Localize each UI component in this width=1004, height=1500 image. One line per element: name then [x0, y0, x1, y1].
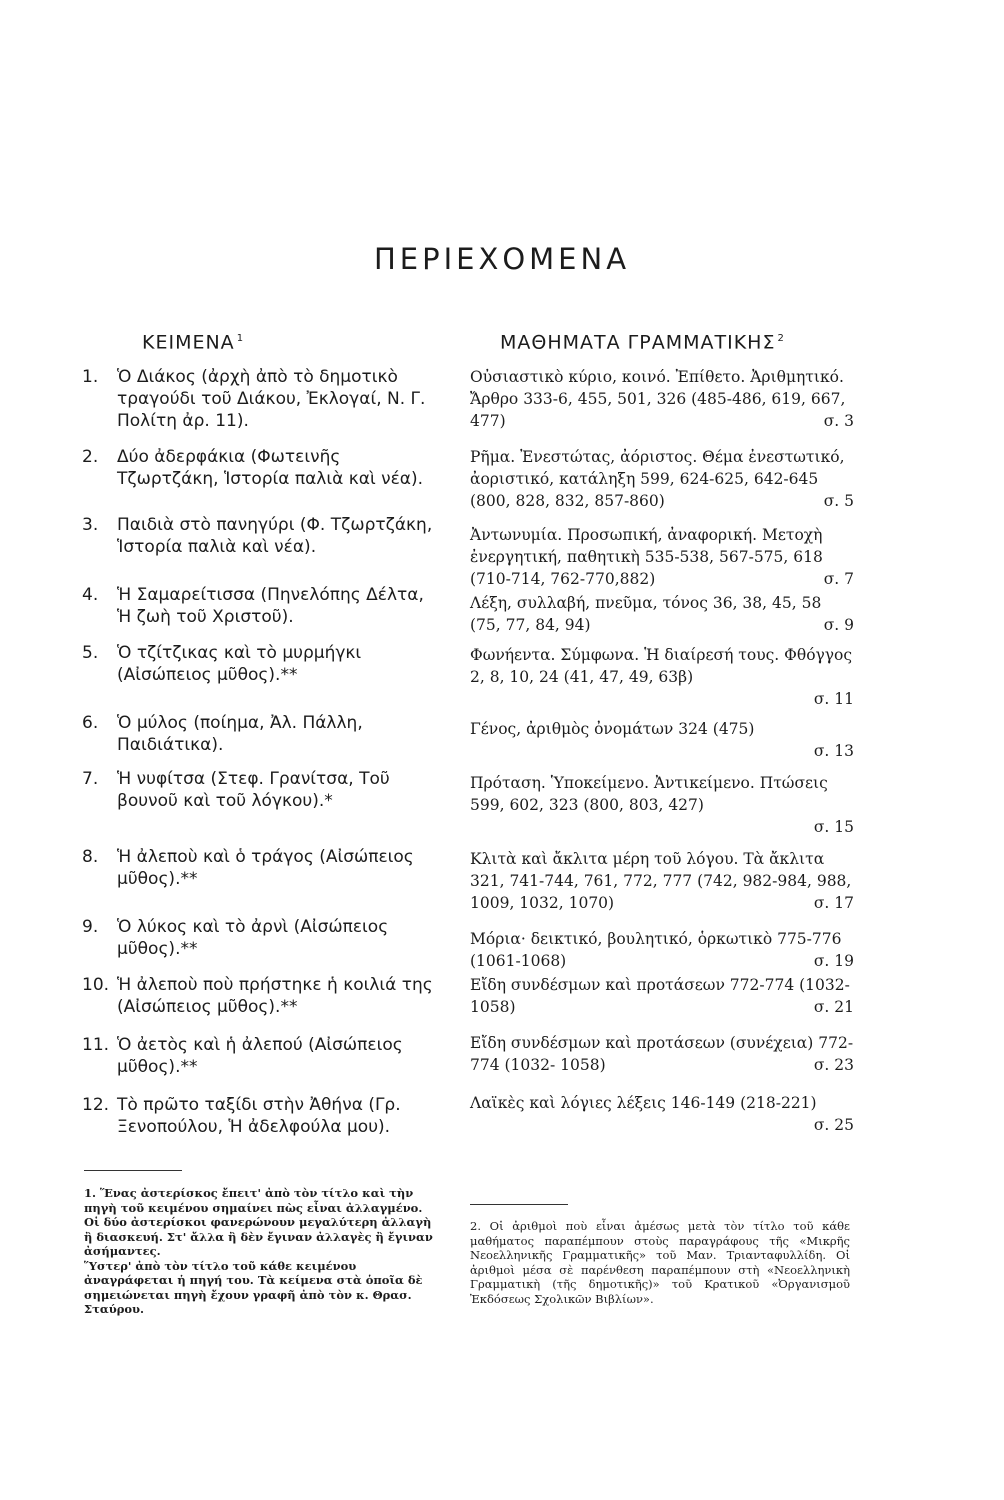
lesson-title: Εἴδη συνδέσμων καὶ προτάσεων (συνέχεια) 772-774 (1032- 1058)	[470, 1034, 854, 1074]
entry-number: 5.	[82, 643, 99, 663]
lesson-entry-9	[470, 928, 854, 972]
lesson-title: Κλιτὰ καὶ ἄκλιτα μέρη τοῦ λόγου. Τὰ ἄκλιτα 321, 741-744, 761, 772, 777 (742, 982-984, 988, 1009, 1032, 1070)	[470, 850, 852, 912]
footnote-2-paragraph: 2. Οἱ ἀριθμοὶ ποὺ εἶναι ἀμέσως μετὰ τὸν τίτλο τοῦ κάθε μαθήματος παραπέμπουν στοὺς παραγράφους τῆς «Μικρῆς Νεοελληνικῆς Γραμματικῆς» τοῦ Μαν. Τριανταφυλλίδη. Οἱ ἀριθμοὶ μέσα σὲ παρένθεση παραπέμπουν στὴ «Νεοελληνικὴ Γραμματικὴ (τῆς δημοτικῆς)» τοῦ Κρατικοῦ «Ὀργανισμοῦ Ἐκδόσεως Σχολικῶν Βιβλίων».	[470, 1219, 850, 1306]
footnote-rule-left	[84, 1170, 182, 1171]
grammar-header	[470, 322, 854, 356]
lesson-title: Εἴδη συνδέσμων καὶ προτάσεων 772-774 (1032-1058)	[470, 976, 850, 1016]
text-entry-2	[82, 446, 442, 490]
lesson-page: σ. 7	[823, 570, 854, 588]
entry-number: 6.	[82, 713, 99, 733]
footnote-1-paragraph: 1. Ἕνας ἀστερίσκος ἔπειτ' ἀπὸ τὸν τίτλο καὶ τὴν πηγὴ τοῦ κειμένου σημαίνει πὼς εἶναι ἀλλαγμένο. Οἱ δύο ἀστερίσκοι φανερώνουν μεγαλύτερη ἀλλαγὴ ἢ διασκευή. Στ' ἄλλα ἢ δὲν ἔγιναν ἀλλαγὲς ἢ ἔγιναν ἀσήμαντες.	[84, 1186, 433, 1258]
entry-title: Παιδιὰ στὸ πανηγύρι (Φ. Τζωρτζάκη, Ἱστορία παλιὰ καὶ νέα).	[117, 515, 433, 557]
lesson-page: σ. 25	[813, 1116, 854, 1134]
lesson-entry-3	[470, 524, 854, 590]
lesson-page: σ. 21	[813, 998, 854, 1016]
lesson-entry-8	[470, 848, 854, 914]
entry-title: Ὁ μύλος (ποίημα, Ἀλ. Πάλλη, Παιδιάτικα).	[117, 713, 363, 755]
lesson-page: σ. 9	[823, 616, 854, 634]
lesson-title: Ἀντωνυμία. Προσωπική, ἀναφορική. Μετοχὴ ἐνεργητική, παθητικὴ 535-538, 567-575, 618 (710-714, 762-770,882)	[470, 526, 823, 588]
entry-number: 7.	[82, 769, 99, 789]
lesson-entry-7	[470, 772, 854, 838]
lesson-entry-2	[470, 446, 854, 512]
text-entry-10	[82, 974, 442, 1018]
text-entry-3	[82, 514, 442, 558]
footnote-texts	[84, 1186, 440, 1317]
lesson-page: σ. 19	[813, 952, 854, 970]
lesson-title: Πρόταση. Ὑποκείμενο. Ἀντικείμενο. Πτώσεις 599, 602, 323 (800, 803, 427)	[470, 774, 828, 814]
entry-number: 4.	[82, 585, 99, 605]
lesson-page: σ. 15	[813, 818, 854, 836]
lesson-title: Μόρια· δεικτικό, βουλητικό, ὁρκωτικὸ 775-776 (1061-1068)	[470, 930, 842, 970]
text-entry-7	[82, 768, 442, 812]
text-entry-5	[82, 642, 442, 686]
texts-header	[82, 322, 442, 356]
entry-title: Ὁ Διάκος (ἀρχὴ ἀπὸ τὸ δημοτικὸ τραγούδι τοῦ Διάκου, Ἐκλογαί, Ν. Γ. Πολίτη ἀρ. 11).	[117, 367, 426, 431]
page-title: ΠΕΡΙΕΧΟΜΕΝΑ	[373, 242, 631, 276]
text-entry-6	[82, 712, 442, 756]
entry-title: Ὁ τζίτζικας καὶ τὸ μυρμήγκι (Αἰσώπειος μῦθος).**	[117, 643, 362, 685]
lesson-entry-5	[470, 644, 854, 710]
lesson-entry-1	[470, 366, 854, 432]
lesson-page: σ. 17	[813, 894, 854, 912]
lesson-title: Λαϊκὲς καὶ λόγιες λέξεις 146-149 (218-221)	[470, 1094, 817, 1112]
texts-header-label: ΚΕΙΜΕΝΑ	[142, 331, 235, 354]
lesson-entry-6	[470, 718, 854, 762]
entry-title: Ἡ Σαμαρείτισσα (Πηνελόπης Δέλτα, Ἡ ζωὴ τοῦ Χριστοῦ).	[117, 585, 424, 627]
entry-title: Δύο ἀδερφάκια (Φωτεινῆς Τζωρτζάκη, Ἱστορία παλιὰ καὶ νέα).	[117, 447, 424, 489]
lesson-entry-12	[470, 1092, 854, 1136]
lesson-page: σ. 23	[813, 1056, 854, 1074]
entry-title: Ἡ νυφίτσα (Στεφ. Γρανίτσα, Τοῦ βουνοῦ καὶ τοῦ λόγκου).*	[117, 769, 390, 811]
lesson-entry-4	[470, 592, 854, 636]
lesson-page: σ. 5	[823, 492, 854, 510]
entry-title: Ὁ λύκος καὶ τὸ ἀρνὶ (Αἰσώπειος μῦθος).**	[117, 917, 389, 959]
lesson-title: Ρῆμα. Ἐνεστώτας, ἀόριστος. Θέμα ἐνεστωτικό, ἀοριστικό, κατάληξη 599, 624-625, 642-645 (800, 828, 832, 857-860)	[470, 448, 845, 510]
text-entry-11	[82, 1034, 442, 1078]
entry-number: 10.	[82, 975, 110, 995]
texts-column	[82, 322, 442, 1137]
text-entry-12	[82, 1094, 442, 1138]
entry-title: Ἡ ἀλεποὺ καὶ ὁ τράγος (Αἰσώπειος μῦθος).**	[117, 847, 414, 889]
texts-header-footnote-mark: 1	[236, 333, 245, 344]
lesson-title: Γένος, ἀριθμὸς ὀνομάτων 324 (475)	[470, 720, 755, 738]
text-entry-4	[82, 584, 442, 628]
entry-number: 3.	[82, 515, 99, 535]
entry-title: Τὸ πρῶτο ταξίδι στὴν Ἀθήνα (Γρ. Ξενοπούλου, Ἡ ἀδελφούλα μου).	[117, 1095, 401, 1137]
grammar-column	[470, 322, 854, 1134]
entry-title: Ὁ ἀετὸς καὶ ἡ ἀλεπού (Αἰσώπειος μῦθος).**	[117, 1035, 403, 1077]
entry-number: 9.	[82, 917, 99, 937]
lesson-title: Λέξη, συλλαβή, πνεῦμα, τόνος 36, 38, 45, 58 (75, 77, 84, 94)	[470, 594, 822, 634]
footnote-rule-right	[470, 1204, 568, 1205]
lesson-title: Φωνήεντα. Σύμφωνα. Ἡ διαίρεσή τους. Φθόγγος 2, 8, 10, 24 (41, 47, 49, 63β)	[470, 646, 853, 686]
entry-title: Ἡ ἀλεποὺ ποὺ πρήστηκε ἡ κοιλιά της (Αἰσώπειος μῦθος).**	[117, 975, 433, 1017]
footnote-grammar	[470, 1219, 850, 1306]
entry-number: 12.	[82, 1095, 110, 1115]
lesson-title: Οὐσιαστικὸ κύριο, κοινό. Ἐπίθετο. Ἀριθμητικό. Ἄρθρο 333-6, 455, 501, 326 (485-486, 619, 667, 477)	[470, 368, 846, 430]
grammar-header-footnote-mark: 2	[777, 333, 785, 344]
text-entry-9	[82, 916, 442, 960]
lesson-page: σ. 3	[823, 412, 854, 430]
footnote-1-source-paragraph: Ὕστερ' ἀπὸ τὸν τίτλο τοῦ κάθε κειμένου ἀναγράφεται ἡ πηγή του. Τὰ κείμενα στὰ ὁποῖα δὲ σημειώνεται πηγὴ ἔχουν γραφῆ ἀπὸ τὸν κ. Θρασ. Σταύρου.	[84, 1258, 423, 1316]
entry-number: 2.	[82, 447, 99, 467]
lesson-entry-11	[470, 1032, 854, 1076]
grammar-header-label: ΜΑΘΗΜΑΤΑ ΓΡΑΜΜΑΤΙΚΗΣ	[500, 331, 776, 354]
lesson-page: σ. 11	[813, 690, 854, 708]
text-entry-8	[82, 846, 442, 890]
lesson-entry-10	[470, 974, 854, 1018]
entry-number: 8.	[82, 847, 99, 867]
entry-number: 11.	[82, 1035, 110, 1055]
text-entry-1	[82, 366, 442, 432]
entry-number: 1.	[82, 367, 99, 387]
lesson-page: σ. 13	[813, 742, 854, 760]
